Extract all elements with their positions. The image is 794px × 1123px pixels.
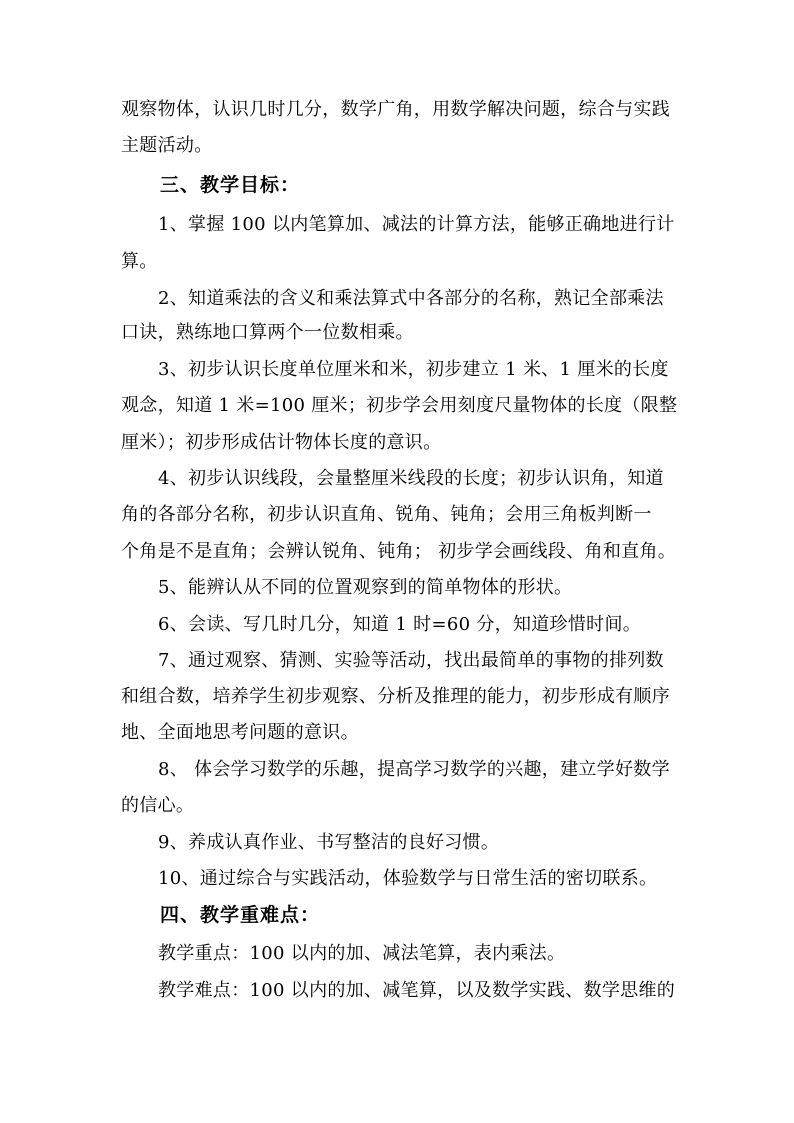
- objective-item-3: 3、初步认识长度单位厘米和米，初步建立 1 米、1 厘米的长度: [158, 359, 669, 380]
- paragraph-line: 观察物体，认识几时几分，数学广角，用数学解决问题，综合与实践: [121, 99, 670, 120]
- paragraph-line: 观念，知道 1 米=100 厘米；初步学会用刻度尺量物体的长度（限整: [121, 395, 678, 416]
- paragraph-line: 算。: [121, 251, 158, 272]
- paragraph-line: 厘米）；初步形成估计物体长度的意识。: [121, 432, 442, 453]
- objective-item-9: 9、养成认真作业、书写整洁的良好习惯。: [158, 832, 500, 853]
- paragraph-line: 口诀，熟练地口算两个一位数相乘。: [121, 322, 414, 343]
- section-heading-objectives: 三、教学目标：: [160, 174, 301, 196]
- paragraph-line: 地、全面地思考问题的意识。: [121, 722, 359, 743]
- difficult-point-line: 教学难点：100 以内的加、减笔算，以及数学实践、数学思维的: [158, 980, 676, 1001]
- objective-item-5: 5、能辨认从不同的位置观察到的简单物体的形状。: [158, 577, 573, 598]
- objective-item-6: 6、会读、写几时几分，知道 1 时=60 分，知道珍惜时间。: [158, 614, 642, 635]
- section-heading-key-points: 四、教学重难点：: [160, 904, 321, 926]
- key-point-line: 教学重点：100 以内的加、减法笔算，表内乘法。: [158, 943, 566, 964]
- objective-item-1: 1、掌握 100 以内笔算加、减法的计算方法，能够正确地进行计: [158, 214, 675, 235]
- objective-item-4: 4、初步认识线段，会量整厘米线段的长度；初步认识角，知道: [158, 468, 664, 489]
- objective-item-7: 7、通过观察、猜测、实验等活动，找出最简单的事物的排列数: [158, 650, 664, 671]
- paragraph-line: 主题活动。: [121, 135, 213, 156]
- objective-item-2: 2、知道乘法的含义和乘法算式中各部分的名称，熟记全部乘法: [158, 288, 664, 309]
- paragraph-line: 的信心。: [121, 795, 195, 816]
- objective-item-10: 10、通过综合与实践活动，体验数学与日常生活的密切联系。: [158, 868, 658, 889]
- paragraph-line: 和组合数，培养学生初步观察、分析及推理的能力，初步形成有顺序: [121, 686, 670, 707]
- paragraph-line: 个角是不是直角；会辨认锐角、钝角； 初步学会画线段、角和直角。: [121, 541, 677, 562]
- paragraph-line: 角的各部分名称，初步认识直角、锐角、钝角；会用三角板判断一: [121, 504, 652, 525]
- objective-item-8: 8、 体会学习数学的乐趣，提高学习数学的兴趣，建立学好数学: [158, 759, 670, 780]
